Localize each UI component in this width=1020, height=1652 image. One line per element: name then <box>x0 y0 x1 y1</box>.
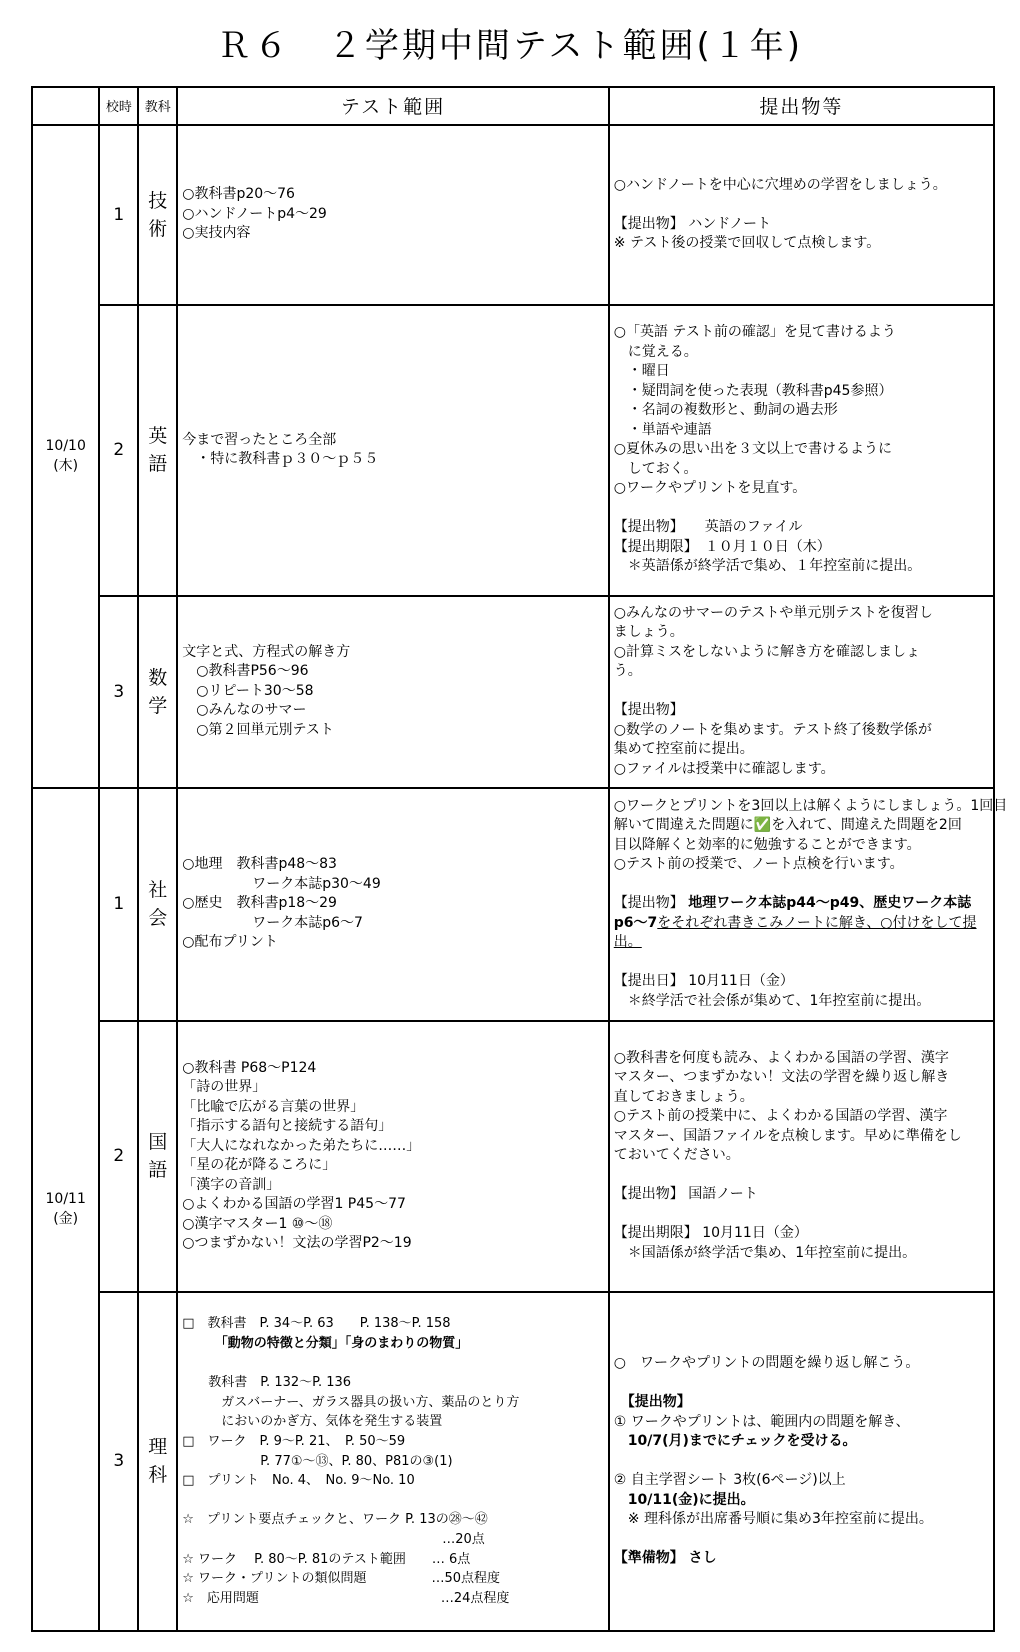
range-line: ☆ プリント要点チェックと、ワーク P. 13の㉘～㊷ <box>182 1512 488 1528</box>
range-line: ワーク本誌p30～49 <box>182 875 381 892</box>
submission-line: 【提出物】 英語のファイル <box>613 519 803 536</box>
submission-line: ＊英語係が終学活で集め、１年控室前に提出。 <box>613 558 922 575</box>
submission-line: ・単語や連語 <box>613 421 712 438</box>
submission-line: ○教科書を何度も読み、よくわかる国語の学習、漢字 <box>613 1049 949 1066</box>
submission-line: マスター、つまずかない！文法の学習を繰り返し解き <box>613 1069 950 1086</box>
range-cell <box>177 1292 609 1631</box>
submission-bold: 地理ワーク本誌p44～p49、歴史ワーク本誌p6～7 <box>613 895 972 931</box>
range-line: ワーク本誌p6～7 <box>182 914 363 931</box>
subject-cell <box>138 1021 177 1292</box>
submission-line: ※ 理科係が出席番号順に集め3年控室前に提出。 <box>613 1511 933 1528</box>
submission-line <box>614 195 989 215</box>
submission-line: 【提出物】 国語ノート <box>613 1186 758 1203</box>
submission-line: ※ テスト後の授業で回収して点検します。 <box>613 235 881 252</box>
subject-cell <box>138 125 177 305</box>
range-line <box>182 1491 604 1511</box>
range-cell <box>177 1021 609 1292</box>
range-line: 「比喩で広がる言葉の世界」 <box>182 1098 365 1115</box>
range-line: ○教科書p20～76 <box>182 186 295 203</box>
spacer <box>614 875 989 895</box>
submission-line: 10/7(月)までにチェックを受ける。 <box>613 1433 857 1450</box>
range-line: ○よくわかる国語の学習1 P45～77 <box>182 1196 406 1213</box>
range-line: ○地理 教科書p48～83 <box>182 856 337 873</box>
submission-line <box>614 1166 989 1186</box>
subject-char: 国 <box>148 1131 168 1154</box>
header-period: 校時 <box>99 87 138 125</box>
subject-cell <box>138 596 177 788</box>
range-line: 「詩の世界」 <box>182 1079 267 1096</box>
range-cell <box>177 125 609 305</box>
submission-line: 直しておきましょう。 <box>613 1088 754 1105</box>
period-cell: 3 <box>99 596 138 788</box>
submission-label: 【提出物】 <box>613 895 684 912</box>
range-line: ○第２回単元別テスト <box>182 721 334 738</box>
table-row <box>32 305 994 596</box>
submission-line <box>614 1452 989 1472</box>
period-cell: 2 <box>99 305 138 596</box>
range-line: ☆ 応用問題 …24点程度 <box>182 1590 510 1606</box>
submission-line <box>614 499 989 519</box>
range-line: 今まで習ったところ全部 <box>182 431 337 448</box>
range-line: においのかぎ方、気体を発生する装置 <box>182 1414 443 1430</box>
submission-line: ② 自主学習シート 3枚(6ページ)以上 <box>613 1472 846 1489</box>
range-line: □ プリント No. 4、 No. 9～No. 10 <box>182 1473 415 1489</box>
date-cell <box>32 788 99 1631</box>
range-line: 「漢字の音訓」 <box>182 1176 281 1193</box>
range-cell <box>177 788 609 1021</box>
table-row <box>32 596 994 788</box>
submission-line: 【提出期限】 １０月１０日（木） <box>613 538 831 555</box>
subject-cell <box>138 788 177 1021</box>
submission-line: ○計算ミスをしないように解き方を確認しましょ <box>613 643 920 660</box>
range-line: □ 教科書 P. 34～P. 63 P. 138～P. 158 <box>182 1316 451 1332</box>
range-line: ☆ ワーク・プリントの類似問題 …50点程度 <box>182 1571 501 1587</box>
header-subject: 教科 <box>138 87 177 125</box>
submission-underlined: をそれぞれ書きこみノートに解き、○付けをして提出。 <box>613 914 977 951</box>
table-row <box>32 788 994 1021</box>
range-line: ☆ ワーク P. 80～P. 81のテスト範囲 … 6点 <box>182 1551 471 1567</box>
date-cell <box>32 125 99 788</box>
submission-line: ① ワークやプリントは、範囲内の問題を解き、 <box>613 1413 910 1430</box>
range-line: 文字と式、方程式の解き方 <box>182 643 351 660</box>
range-line: ○つまずかない！文法の学習P2～19 <box>182 1235 412 1252</box>
date-value: 10/10 <box>45 438 86 455</box>
range-line: 教科書 P. 132～P. 136 <box>182 1375 352 1391</box>
submission-line: う。 <box>613 663 642 680</box>
range-line: 「大人になれなかった弟たちに……」 <box>182 1137 421 1154</box>
submission-line: ・名詞の複数形と、動詞の過去形 <box>613 402 838 419</box>
range-line: ○歴史 教科書p18～29 <box>182 895 337 912</box>
submission-line: ＊国語係が終学活で集め、1年控室前に提出。 <box>613 1244 917 1261</box>
range-cell <box>177 596 609 788</box>
range-line: ○みんなのサマー <box>182 702 307 719</box>
page-title: Ｒ６ ２学期中間テスト範囲(１年) <box>216 26 804 66</box>
range-line: P. 77①～⑬、P. 80、P81の③(1) <box>182 1453 453 1469</box>
header-range: テスト範囲 <box>177 87 609 125</box>
range-line: 「動物の特徴と分類」「身のまわりの物質」 <box>182 1336 469 1352</box>
submission-line: 目以降解くと効率的に勉強することができます。 <box>613 836 921 853</box>
range-line: ○実技内容 <box>182 225 251 242</box>
range-line: ・特に教科書ｐ３０～ｐ５５ <box>182 451 379 468</box>
submission-line: ○みんなのサマーのテストや単元別テストを復習し <box>613 604 933 621</box>
range-line: ○教科書 P68～P124 <box>182 1059 317 1076</box>
submission-line: ○ハンドノートを中心に穴埋めの学習をしましょう。 <box>613 176 947 193</box>
submission-line: ○テスト前の授業で、ノート点検を行います。 <box>613 856 904 873</box>
range-line: ○配布プリント <box>182 934 278 951</box>
subject-cell <box>138 1292 177 1631</box>
range-line: ○リピート30～58 <box>182 682 314 699</box>
submission-line: ○テスト前の授業中に、よくわかる国語の学習、漢字 <box>613 1108 948 1125</box>
range-line: ○教科書P56～96 <box>182 663 309 680</box>
submission-line: ・疑問詞を使った表現（教科書p45参照） <box>613 382 893 399</box>
submission-line: ＊終学活で社会係が集めて、1年控室前に提出。 <box>613 992 931 1009</box>
range-line: ガスバーナー、ガラス器具の扱い方、薬品のとり方 <box>182 1394 520 1410</box>
period-cell: 1 <box>99 125 138 305</box>
submission-line <box>614 1530 989 1550</box>
submission-line: 解いて間違えた問題に✅を入れて、間違えた問題を2回 <box>613 817 962 834</box>
submission-cell <box>609 596 994 788</box>
table-row <box>32 125 994 305</box>
subject-char: 会 <box>148 907 168 930</box>
period-cell: 2 <box>99 1021 138 1292</box>
header-submission: 提出物等 <box>609 87 994 125</box>
subject-char: 語 <box>148 1159 168 1182</box>
range-line: ○漢字マスター1 ⑩～⑱ <box>182 1215 333 1232</box>
submission-cell <box>609 788 1008 1021</box>
submission-line: 10/11(金)に提出。 <box>613 1491 755 1508</box>
submission-line: ましょう。 <box>613 624 684 641</box>
submission-line: 【提出期限】 10月11日（金） <box>613 1225 808 1242</box>
submission-line: しておく。 <box>613 460 698 477</box>
submission-cell <box>609 1021 994 1292</box>
submission-line: 【提出日】 10月11日（金） <box>613 973 794 990</box>
submission-line: ○夏休みの思い出を３文以上で書けるように <box>613 441 892 458</box>
submission-line: 集めて控室前に提出。 <box>613 741 754 758</box>
range-line: □ ワーク P. 9～P. 21、 P. 50～59 <box>182 1434 406 1449</box>
submission-cell <box>609 125 994 305</box>
header-date-cell <box>32 87 99 125</box>
range-line: 「指示する語句と接続する語句」 <box>182 1118 393 1135</box>
table-row <box>32 1292 994 1631</box>
submission-line: ○ワークやプリントを見直す。 <box>613 480 807 497</box>
submission-line: 【準備物】 さし <box>613 1550 717 1567</box>
table-header-row <box>32 87 994 125</box>
subject-char: 数 <box>148 666 168 689</box>
period-cell: 1 <box>99 788 138 1021</box>
range-line: ○ハンドノートp4～29 <box>182 205 327 222</box>
submission-line: ○「英語 テスト前の確認」を見て書けるよう <box>613 324 896 341</box>
subject-char: 技 <box>148 189 168 212</box>
submission-line <box>614 1374 989 1394</box>
subject-char: 理 <box>148 1436 168 1459</box>
submission-line: に覚える。 <box>613 343 698 360</box>
submission-line: ○ワークとプリントを3回以上は解くようにしましょう。1回目 <box>613 797 1008 814</box>
subject-char: 社 <box>148 879 168 902</box>
range-line <box>182 1354 604 1374</box>
submission-line: ・曜日 <box>613 363 670 380</box>
period-cell: 3 <box>99 1292 138 1631</box>
date-value: 10/11 <box>45 1191 86 1208</box>
submission-paragraph <box>614 894 989 953</box>
submission-line <box>614 682 989 702</box>
submission-line: ○ ワークやプリントの問題を繰り返し解こう。 <box>613 1355 920 1372</box>
submission-cell <box>609 305 994 596</box>
subject-char: 語 <box>148 453 168 476</box>
submission-line: ○数学のノートを集めます。テスト終了後数学係が <box>613 721 932 738</box>
subject-cell <box>138 305 177 596</box>
submission-line <box>614 1205 989 1225</box>
submission-line: 【提出物】 ハンドノート <box>613 215 771 232</box>
submission-line: 【提出物】 <box>613 1394 691 1411</box>
submission-line: 【提出物】 <box>613 702 684 719</box>
table-row <box>32 1021 994 1292</box>
subject-char: 科 <box>148 1464 168 1487</box>
subject-char: 術 <box>148 217 168 240</box>
submission-line: マスター、国語ファイルを点検します。早めに準備をし <box>613 1127 962 1144</box>
submission-line: ておいてください。 <box>613 1147 740 1164</box>
schedule-table <box>31 86 1008 1632</box>
date-weekday: (金) <box>53 1211 79 1228</box>
subject-char: 学 <box>148 694 168 717</box>
date-weekday: (木) <box>53 458 79 475</box>
submission-line: ○ファイルは授業中に確認します。 <box>613 760 835 777</box>
spacer <box>614 953 989 973</box>
subject-char: 英 <box>148 425 168 448</box>
range-line: 「星の花が降るころに」 <box>182 1157 337 1174</box>
range-cell <box>177 305 609 596</box>
range-line: …20点 <box>182 1531 485 1547</box>
submission-cell <box>609 1292 994 1631</box>
